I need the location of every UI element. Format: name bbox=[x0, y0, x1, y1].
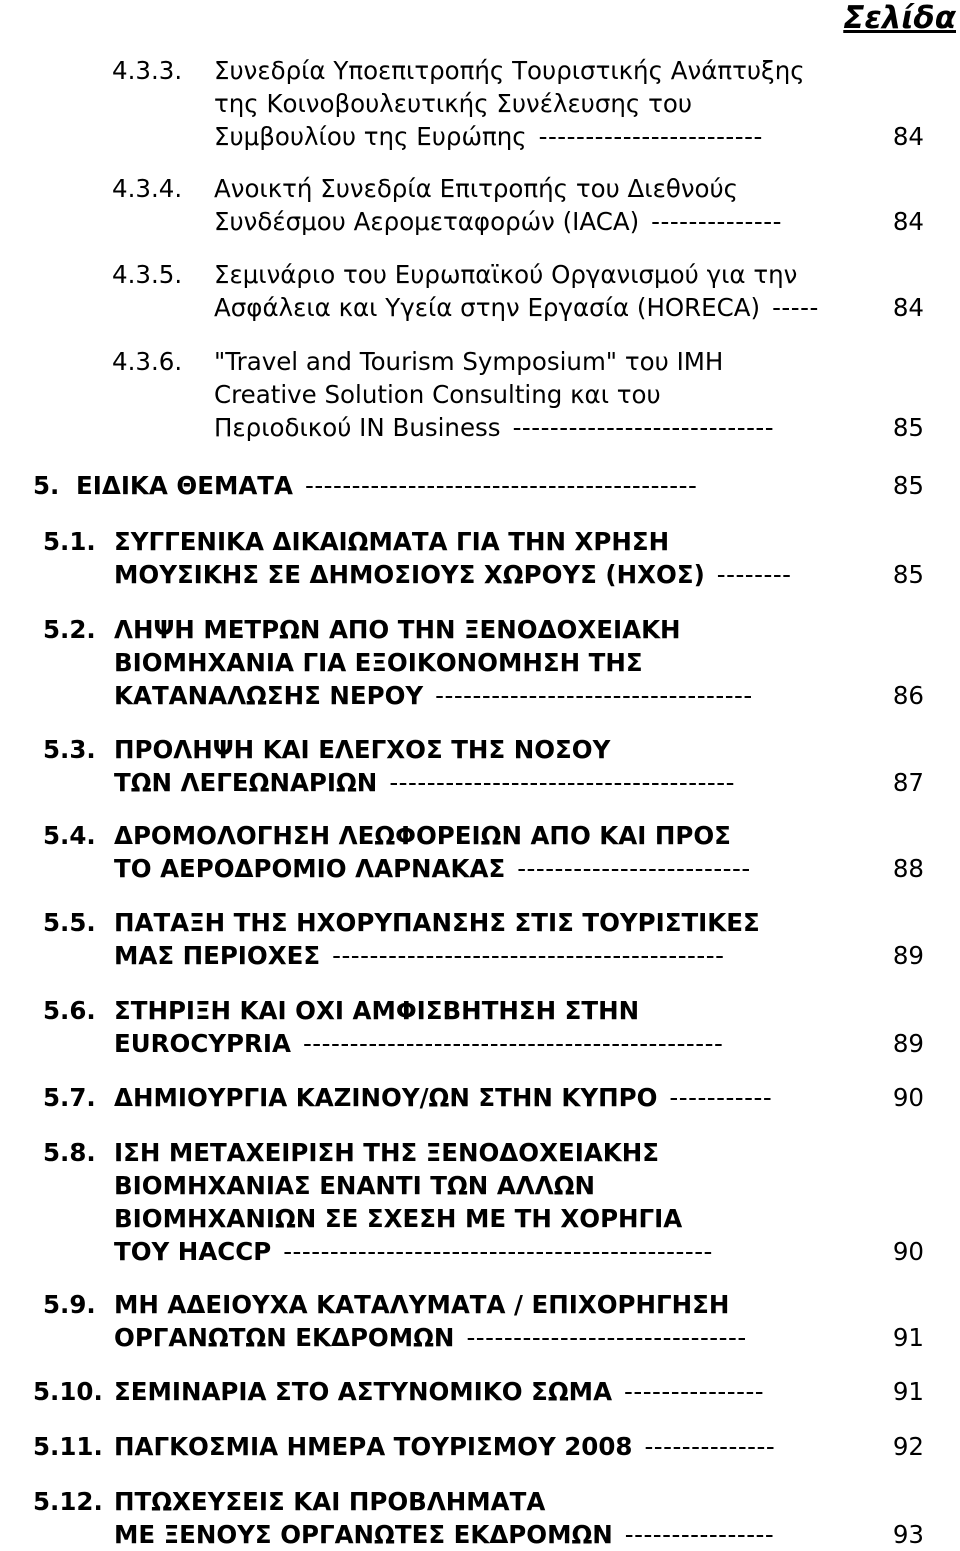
toc-entry-title: ΠΡΟΛΗΨΗ ΚΑΙ ΕΛΕΓΧΟΣ ΤΗΣ ΝΟΣΟΥ bbox=[114, 735, 611, 764]
toc-entry-number: 5.3. bbox=[43, 735, 96, 764]
toc-entry-title: Συνδέσμου Αερομεταφορών (IACA) bbox=[214, 207, 640, 236]
toc-entry-line bbox=[114, 906, 760, 939]
toc-entry-title: ΣΤΗΡΙΞΗ ΚΑΙ ΟΧΙ ΑΜΦΙΣΒΗΤΗΣΗ ΣΤΗΝ bbox=[114, 996, 640, 1025]
toc-entry-number: 5.4. bbox=[43, 821, 96, 850]
toc-page-number: 84 bbox=[892, 293, 924, 322]
toc-entry-title: ΒΙΟΜΗΧΑΝΙΑ ΓΙΑ ΕΞΟΙΚΟΝΟΜΗΣΗ ΤΗΣ bbox=[114, 648, 643, 677]
toc-entry-title: ΣΕΜΙΝΑΡΙΑ ΣΤΟ ΑΣΤΥΝΟΜΙΚΟ ΣΩΜΑ bbox=[114, 1377, 613, 1406]
toc-entry-number: 5.1. bbox=[43, 527, 96, 556]
toc-dot-leader: ------------------------------ bbox=[466, 1323, 747, 1352]
toc-entry-title: ΜΑΣ ΠΕΡΙΟΧΕΣ bbox=[114, 941, 321, 970]
toc-entry-line bbox=[114, 1136, 659, 1169]
toc-entry-title: ΤΩΝ ΛΕΓΕΩΝΑΡΙΩΝ bbox=[114, 768, 378, 797]
toc-entry-title: της Κοινοβουλευτικής Συνέλευσης του bbox=[214, 89, 693, 118]
toc-page-number: 89 bbox=[892, 941, 924, 970]
toc-dot-leader: -------------- bbox=[644, 1432, 776, 1461]
toc-entry-number: 4.3.6. bbox=[112, 347, 183, 376]
toc-entry-line bbox=[214, 411, 924, 444]
toc-dot-leader: -------------- bbox=[651, 207, 782, 236]
toc-page-number: 92 bbox=[892, 1432, 924, 1461]
toc-entry-line bbox=[114, 1202, 682, 1235]
toc-page-number: 89 bbox=[892, 1029, 924, 1058]
toc-entry-number: 4.3.5. bbox=[112, 260, 183, 289]
toc-entry-line bbox=[114, 558, 924, 591]
toc-entry-line bbox=[214, 291, 924, 324]
toc-entry-line bbox=[114, 1375, 924, 1408]
toc-entry-title: Συμβουλίου της Ευρώπης bbox=[214, 122, 527, 151]
toc-dot-leader: ----- bbox=[772, 293, 819, 322]
toc-entry-line bbox=[214, 345, 723, 378]
toc-entry-number: 4.3.3. bbox=[112, 56, 183, 85]
toc-page-number: 90 bbox=[892, 1237, 924, 1266]
toc-dot-leader: ----------- bbox=[669, 1083, 773, 1112]
toc-entry-line bbox=[114, 852, 924, 885]
toc-page-number: 91 bbox=[892, 1377, 924, 1406]
toc-entry-title: Ασφάλεια και Υγεία στην Εργασία (HORECA) bbox=[214, 293, 761, 322]
toc-entry-line bbox=[214, 120, 924, 153]
toc-entry-number: 5.2. bbox=[43, 615, 96, 644]
toc-entry-title: ΟΡΓΑΝΩΤΩΝ ΕΚΔΡΟΜΩΝ bbox=[114, 1323, 455, 1352]
toc-entry-title: ΒΙΟΜΗΧΑΝΙΑΣ ΕΝΑΝΤΙ ΤΩΝ ΑΛΛΩΝ bbox=[114, 1171, 596, 1200]
toc-dot-leader: --------------- bbox=[624, 1377, 765, 1406]
page-column-header: Σελίδα bbox=[843, 0, 956, 36]
toc-entry-number: 5.12. bbox=[33, 1487, 103, 1516]
toc-entry-title: Creative Solution Consulting και του bbox=[214, 380, 661, 409]
toc-page-number: 93 bbox=[892, 1520, 924, 1549]
toc-entry-line bbox=[114, 819, 731, 852]
toc-entry-title: ΜΕ ΞΕΝΟΥΣ ΟΡΓΑΝΩΤΕΣ ΕΚΔΡΟΜΩΝ bbox=[114, 1520, 613, 1549]
toc-entry-line bbox=[214, 172, 738, 205]
toc-entry-line bbox=[114, 1518, 924, 1551]
toc-entry-line bbox=[114, 1081, 924, 1114]
toc-entry-title: ΔΡΟΜΟΛΟΓΗΣΗ ΛΕΩΦΟΡΕΙΩΝ ΑΠΟ ΚΑΙ ΠΡΟΣ bbox=[114, 821, 731, 850]
toc-entry-line bbox=[114, 994, 639, 1027]
toc-dot-leader: ------------------------------------- bbox=[389, 768, 735, 797]
toc-entry-title: ΠΤΩΧΕΥΣΕΙΣ ΚΑΙ ΠΡΟΒΛΗΜΑΤΑ bbox=[114, 1487, 546, 1516]
toc-entry-number: 5.9. bbox=[43, 1290, 96, 1319]
toc-entry-title: ΠΑΤΑΞΗ ΤΗΣ ΗΧΟΡΥΠΑΝΣΗΣ ΣΤΙΣ ΤΟΥΡΙΣΤΙΚΕΣ bbox=[114, 908, 760, 937]
toc-entry-line bbox=[214, 258, 797, 291]
toc-page-number: 85 bbox=[892, 413, 924, 442]
toc-entry-number: 4.3.4. bbox=[112, 174, 183, 203]
toc-entry-line bbox=[214, 378, 661, 411]
toc-entry-title: ΜΟΥΣΙΚΗΣ ΣΕ ΔΗΜΟΣΙΟΥΣ ΧΩΡΟΥΣ (ΗΧΟΣ) bbox=[114, 560, 705, 589]
toc-entry-line bbox=[114, 646, 643, 679]
toc-entry-number: 5.6. bbox=[43, 996, 96, 1025]
toc-page-number: 84 bbox=[892, 122, 924, 151]
toc-entry-line bbox=[114, 1027, 924, 1060]
toc-entry-title: ΤΟ ΑΕΡΟΔΡΟΜΙΟ ΛΑΡΝΑΚΑΣ bbox=[114, 854, 506, 883]
toc-entry-title: Ανοικτή Συνεδρία Επιτροπής του Διεθνούς bbox=[214, 174, 739, 203]
toc-entry-line bbox=[114, 939, 924, 972]
toc-entry-line bbox=[214, 87, 692, 120]
toc-entry-title: ΛΗΨΗ ΜΕΤΡΩΝ ΑΠΟ ΤΗΝ ΞΕΝΟΔΟΧΕΙΑΚΗ bbox=[114, 615, 681, 644]
toc-entry-number: 5.10. bbox=[33, 1377, 103, 1406]
toc-entry-line bbox=[114, 1430, 924, 1463]
toc-entry-title: ΙΣΗ ΜΕΤΑΧΕΙΡΙΣΗ ΤΗΣ ΞΕΝΟΔΟΧΕΙΑΚΗΣ bbox=[114, 1138, 660, 1167]
toc-entry-title: ΒΙΟΜΗΧΑΝΙΩΝ ΣΕ ΣΧΕΣΗ ΜΕ ΤΗ ΧΟΡΗΓΙΑ bbox=[114, 1204, 683, 1233]
toc-entry-title: ΔΗΜΙΟΥΡΓΙΑ ΚΑΖΙΝΟΥ/ΩΝ ΣΤΗΝ ΚΥΠΡΟ bbox=[114, 1083, 658, 1112]
toc-entry-line bbox=[114, 525, 669, 558]
toc-dot-leader: ------------------------------------------ bbox=[304, 471, 698, 500]
toc-entry-number: 5. bbox=[33, 471, 60, 500]
toc-entry-line bbox=[114, 1235, 924, 1268]
toc-entry-line bbox=[114, 1485, 545, 1518]
toc-entry-title: ΤΟΥ HACCP bbox=[114, 1237, 272, 1266]
toc-entry-title: ΠΑΓΚΟΣΜΙΑ ΗΜΕΡΑ ΤΟΥΡΙΣΜΟΥ 2008 bbox=[114, 1432, 633, 1461]
toc-entry-line bbox=[114, 679, 924, 712]
toc-page-number: 86 bbox=[892, 681, 924, 710]
toc-page-number: 85 bbox=[892, 471, 924, 500]
toc-page-number: 88 bbox=[892, 854, 924, 883]
toc-dot-leader: ------------------------------------------ bbox=[332, 941, 725, 970]
toc-entry-title: EUROCYPRIA bbox=[114, 1029, 291, 1058]
toc-dot-leader: ---------------------------- bbox=[512, 413, 775, 442]
toc-entry-title: ΜΗ ΑΔΕΙΟΥΧΑ ΚΑΤΑΛΥΜΑΤΑ / ΕΠΙΧΟΡΗΓΗΣΗ bbox=[114, 1290, 730, 1319]
toc-entry-line bbox=[214, 205, 924, 238]
toc-page-number: 85 bbox=[892, 560, 924, 589]
toc-page-number: 84 bbox=[892, 207, 924, 236]
toc-page-number: 87 bbox=[892, 768, 924, 797]
toc-dot-leader: ---------------------------------------------- bbox=[283, 1237, 713, 1266]
toc-entry-number: 5.8. bbox=[43, 1138, 96, 1167]
toc-entry-line bbox=[114, 766, 924, 799]
toc-entry-number: 5.7. bbox=[43, 1083, 96, 1112]
toc-entry-line bbox=[76, 469, 924, 502]
toc-page-number: 91 bbox=[892, 1323, 924, 1352]
toc-entry-line bbox=[114, 733, 610, 766]
toc-entry-number: 5.5. bbox=[43, 908, 96, 937]
toc-dot-leader: ---------------------------------- bbox=[435, 681, 753, 710]
toc-entry-line bbox=[114, 1169, 595, 1202]
toc-entry-title: Σεμινάριο του Ευρωπαϊκού Οργανισμού για την bbox=[214, 260, 798, 289]
toc-entry-title: Συνεδρία Υποεπιτροπής Τουριστικής Ανάπτυξης bbox=[214, 56, 805, 85]
toc-entry-line bbox=[214, 54, 805, 87]
toc-dot-leader: -------- bbox=[716, 560, 792, 589]
toc-entry-line bbox=[114, 1288, 729, 1321]
toc-page-number: 90 bbox=[892, 1083, 924, 1112]
toc-entry-title: "Travel and Tourism Symposium" του IMH bbox=[214, 347, 724, 376]
toc-entry-title: Περιοδικού IN Business bbox=[214, 413, 501, 442]
toc-entry-line bbox=[114, 1321, 924, 1354]
toc-entry-title: ΣΥΓΓΕΝΙΚΑ ΔΙΚΑΙΩΜΑΤΑ ΓΙΑ ΤΗΝ ΧΡΗΣΗ bbox=[114, 527, 670, 556]
toc-dot-leader: ------------------------- bbox=[517, 854, 751, 883]
toc-entry-title: ΚΑΤΑΝΑΛΩΣΗΣ ΝΕΡΟΥ bbox=[114, 681, 424, 710]
toc-entry-title: ΕΙΔΙΚΑ ΘΕΜΑΤΑ bbox=[76, 471, 293, 500]
toc-dot-leader: ---------------- bbox=[624, 1520, 775, 1549]
toc-entry-line bbox=[114, 613, 681, 646]
toc-entry-number: 5.11. bbox=[33, 1432, 103, 1461]
toc-dot-leader: --------------------------------------------- bbox=[302, 1029, 724, 1058]
toc-dot-leader: ------------------------ bbox=[538, 122, 763, 151]
